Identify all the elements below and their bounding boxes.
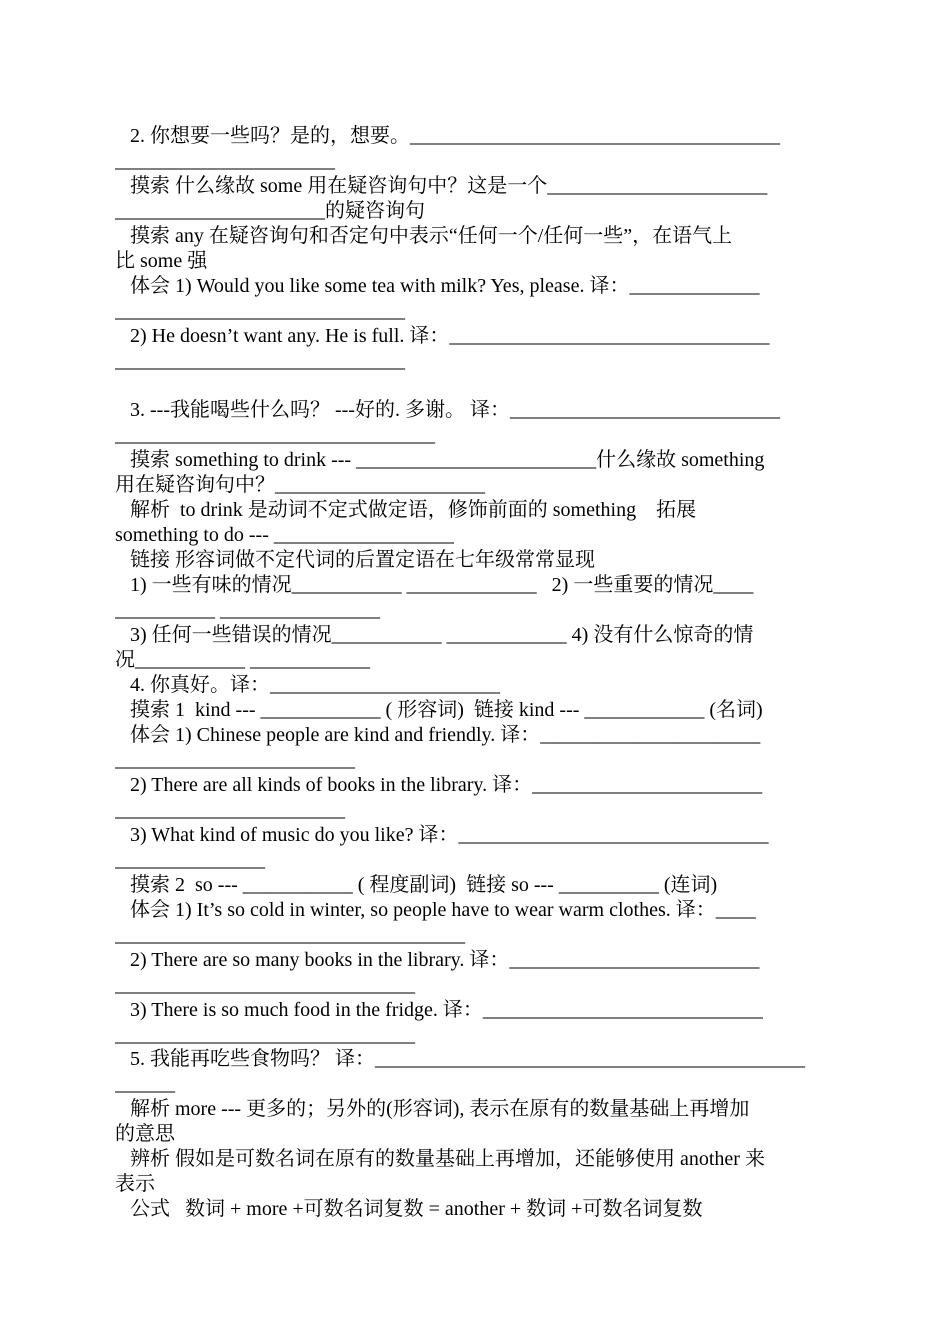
practice-so-1: 体会 1) It’s so cold in winter, so people have to wear warm clothes. 译：____ xyxy=(130,899,756,921)
explore-some-question-cont: _____________________的疑咨询句 xyxy=(115,200,425,222)
answer-blank-line: __________ ________________ xyxy=(115,599,380,621)
analysis-more: 解析 more --- 更多的；另外的(形容词), 表示在原有的数量基础上再增加 xyxy=(130,1098,750,1120)
explore-so: 摸索 2 so --- ___________ ( 程度副词) 链接 so --- __________ (连词) xyxy=(130,874,718,896)
distinguish-another-cont: 表示 xyxy=(115,1173,155,1195)
answer-blank-line: _____________________________ xyxy=(115,350,405,372)
practice-sentence-2: 2) He doesn’t want any. He is full. 译：________________________________ xyxy=(130,325,770,347)
formula-line: 公式 数词 + more +可数名词复数 = another + 数词 +可数名词复数 xyxy=(130,1198,703,1220)
practice-sentence-1: 体会 1) Would you like some tea with milk? Yes, please. 译：_____________ xyxy=(130,275,760,297)
translation-items-1-2: 1) 一些有味的情况___________ _____________ 2) 一些重要的情况____ xyxy=(130,574,754,596)
explore-something-to-drink-cont: 用在疑咨询句中？_____________________ xyxy=(115,474,485,496)
exercise-2-prompt: 2. 你想要一些吗？是的，想要。_____________________________________ xyxy=(130,125,780,147)
answer-blank-line: ___________________________________ xyxy=(115,924,465,946)
distinguish-another: 辨析 假如是可数名词在原有的数量基础上再增加，还能够使用 another 来 xyxy=(130,1148,765,1170)
explore-some-question: 摸索 什么缘故 some 用在疑咨询句中？这是一个______________________ xyxy=(130,175,768,197)
answer-blank-line: ________________________________ xyxy=(115,424,435,446)
practice-so-2: 2) There are so many books in the library. 译：_________________________ xyxy=(130,949,760,971)
answer-blank-line: ______ xyxy=(115,1073,175,1095)
answer-blank-line: ______________________________ xyxy=(115,974,415,996)
practice-so-3: 3) There is so much food in the fridge. 译：____________________________ xyxy=(130,999,763,1021)
answer-blank-line: ______________________ xyxy=(115,150,335,172)
explore-something-to-drink: 摸索 something to drink --- ________________________什么缘故 something xyxy=(130,449,765,471)
analysis-to-drink: 解析 to drink 是动词不定式做定语，修饰前面的 something 拓展 xyxy=(130,499,697,521)
translation-items-3-4-cont: 况___________ ____________ xyxy=(115,649,370,671)
exercise-3-prompt: 3. ---我能喝些什么吗？ ---好的. 多谢。 译：___________________________ xyxy=(130,399,780,421)
practice-kind-1: 体会 1) Chinese people are kind and friendly. 译：______________________ xyxy=(130,724,761,746)
analysis-to-drink-cont: something to do --- __________________ xyxy=(115,524,454,546)
exercise-4-prompt: 4. 你真好。译：_______________________ xyxy=(130,674,500,696)
translation-items-3-4: 3) 任何一些错误的情况___________ ____________ 4) 没有什么惊奇的情 xyxy=(130,624,754,646)
answer-blank-line: ______________________________ xyxy=(115,1024,415,1046)
answer-blank-line: _____________________________ xyxy=(115,300,405,322)
practice-kind-3: 3) What kind of music do you like? 译：_______________________________ xyxy=(130,824,769,846)
link-adjective-note: 链接 形容词做不定代词的后置定语在七年级常常显现 xyxy=(130,549,595,571)
answer-blank-line: _______________ xyxy=(115,849,265,871)
explore-any-note: 摸索 any 在疑咨询句和否定句中表示“任何一个/任何一些”，在语气上 xyxy=(130,225,733,247)
analysis-more-cont: 的意思 xyxy=(115,1123,175,1145)
answer-blank-line: ________________________ xyxy=(115,749,355,771)
exercise-5-prompt: 5. 我能再吃些食物吗？ 译：___________________________________________ xyxy=(130,1048,805,1070)
explore-any-note-cont: 比 some 强 xyxy=(115,250,208,272)
practice-kind-2: 2) There are all kinds of books in the library. 译：_______________________ xyxy=(130,774,763,796)
answer-blank-line: _______________________ xyxy=(115,799,345,821)
explore-kind: 摸索 1 kind --- ____________ ( 形容词) 链接 kind --- ____________ (名词) xyxy=(130,699,763,721)
